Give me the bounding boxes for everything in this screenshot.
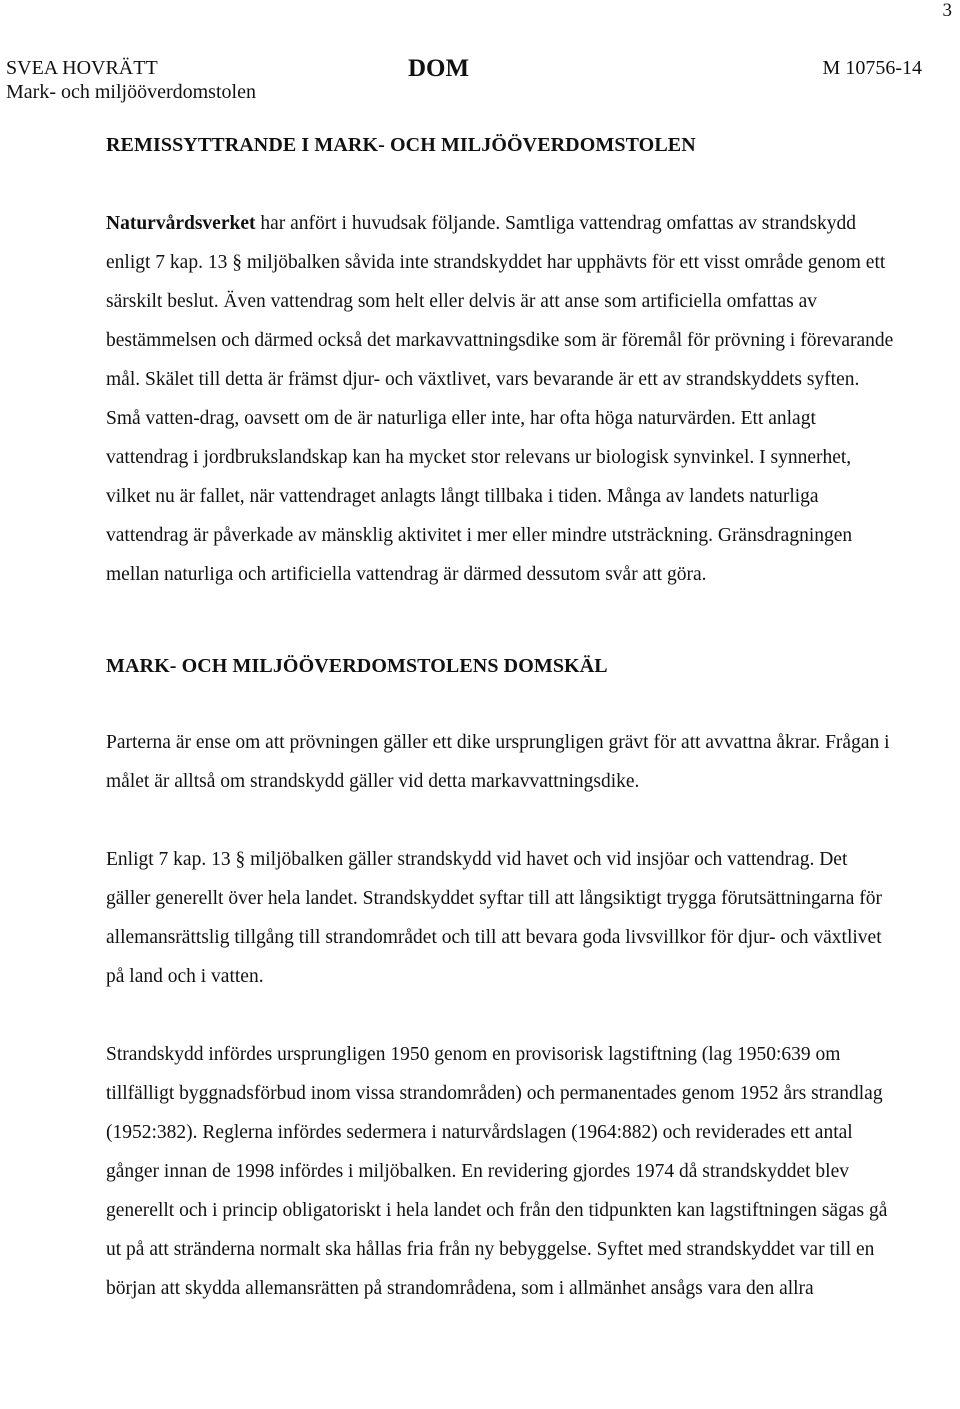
section-heading-domskal: MARK- OCH MILJÖÖVERDOMSTOLENS DOMSKÄL <box>106 655 608 677</box>
court-name-line2: Mark- och miljööverdomstolen <box>6 81 256 103</box>
domskal-paragraph-3: Strandskydd infördes ursprungligen 1950 genom en provisorisk lagstiftning (lag 1950:639 om tillfälligt byggnadsförbud inom vissa strandområden) och permanentades genom 1952 års strandlag (1952:382). Reglerna infördes sedermera i naturvårdslagen (1964:882) och reviderades ett antal gånger innan de 1998 infördes i miljöbalken. En revidering gjordes 1974 då strandskyddet blev generellt och i princip obligatoriskt i hela landet och från den tidpunkten kan lagstiftningen sägas gå ut på att stränderna normalt ska hållas fria från ny bebyggelse. Syftet med strandskyddet var till en början att skydda allemansrätten på strandområdena, som i allmänhet ansågs vara den allra <box>106 1044 888 1299</box>
domskal-paragraph-2: Enligt 7 kap. 13 § miljöbalken gäller strandskydd vid havet och vid insjöar och vattendrag. Det gäller generellt över hela landet. Strandskyddet syftar till att långsiktigt trygga förutsättningarna för allemansrättslig tillgång till strandområdet och till att bevara goda livsvillkor för djur- och växtlivet på land och i vatten. <box>106 849 882 987</box>
section-heading-remissyttrande: REMISSYTTRANDE I MARK- OCH MILJÖÖVERDOMSTOLEN <box>106 134 696 156</box>
court-name <box>6 56 256 104</box>
document-header <box>6 56 922 106</box>
case-number: M 10756-14 <box>822 57 922 79</box>
remissyttrande-text: har anfört i huvudsak följande. Samtliga vattendrag omfattas av strandskydd enligt 7 kap. 13 § miljöbalken såvida inte strandskyddet har upphävts för ett visst område genom ett särskilt beslut. Även vattendrag som helt eller delvis är att anse som artificiella omfattas av bestämmelsen och därmed också det markavvattningsdike som är föremål för prövning i förevarande mål. Skälet till detta är främst djur- och växtlivet, vars bevarande är ett av strandskyddets syften. Små vatten-drag, oavsett om de är naturliga eller inte, har ofta höga naturvärden. Ett anlagt vattendrag i jordbrukslandskap kan ha mycket stor relevans ur biologisk synvinkel. I synnerhet, vilket nu är fallet, när vattendraget anlagts långt tillbaka i tiden. Många av landets naturliga vattendrag är påverkade av mänsklig aktivitet i mer eller mindre utsträckning. Gränsdragningen mellan naturliga och artificiella vattendrag är därmed dessutom svår att göra. <box>106 213 894 585</box>
page-number: 3 <box>942 0 952 21</box>
court-name-line1: SVEA HOVRÄTT <box>6 57 158 79</box>
document-type: DOM <box>408 55 470 82</box>
document-body <box>106 130 896 1308</box>
remissyttrande-paragraph <box>106 204 896 594</box>
authority-name: Naturvårdsverket <box>106 213 256 234</box>
domskal-paragraph-1: Parterna är ense om att prövningen gäller ett dike ursprungligen grävt för att avvattna åkrar. Frågan i målet är alltså om strandskydd gäller vid detta markavvattningsdike. <box>106 732 890 792</box>
